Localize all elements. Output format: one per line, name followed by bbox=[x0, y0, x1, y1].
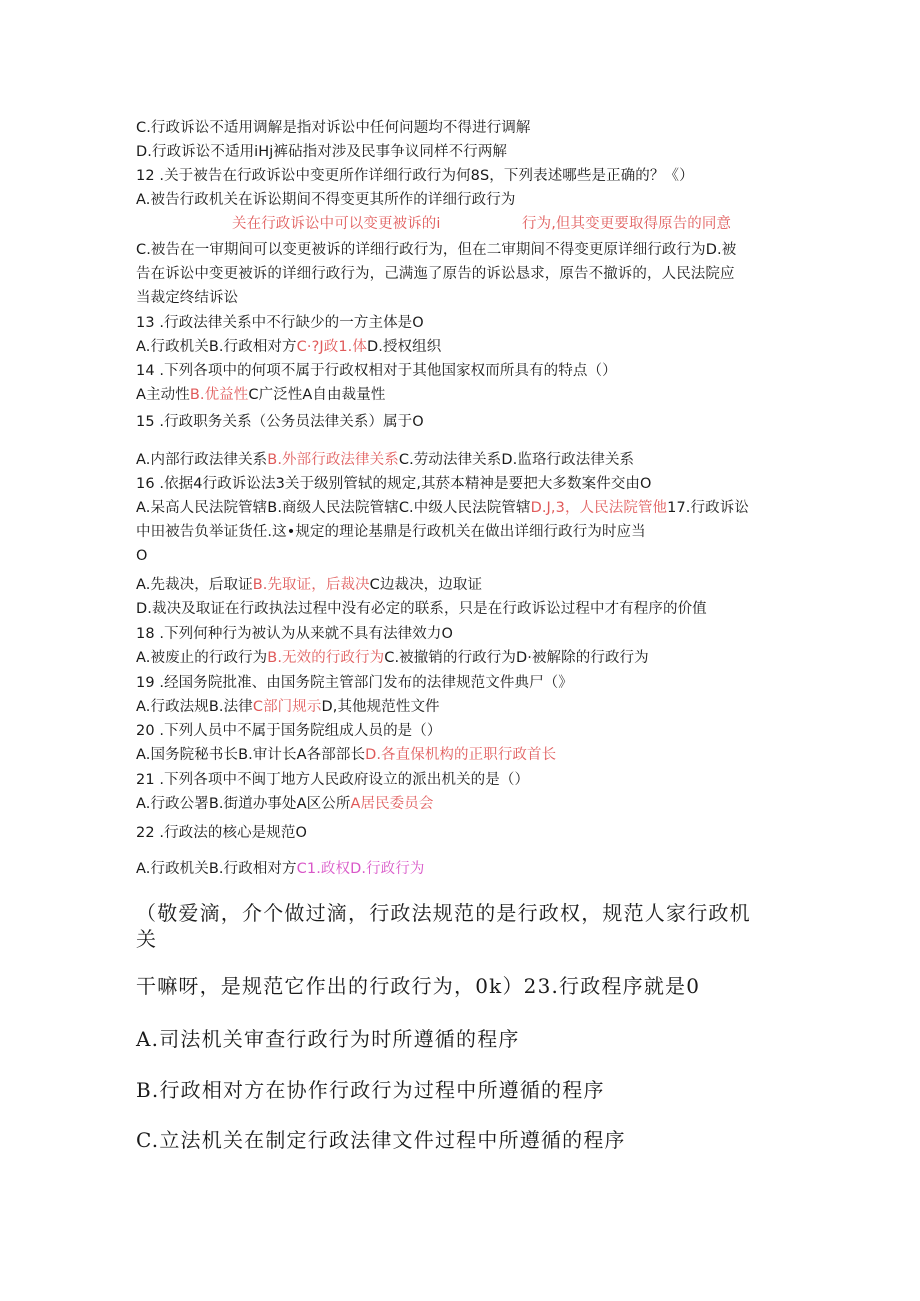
text: D,其他规范性文件 bbox=[321, 699, 440, 715]
text: 15 .行政职务关系（公务员法律关系）属于O bbox=[136, 414, 424, 430]
text: A.先裁决，后取证 bbox=[136, 577, 253, 593]
text: 干嘛呀，是规范它作出的行政行为，0k）23.行政程序就是0 bbox=[136, 974, 701, 998]
text: 22 .行政法的核心是规范O bbox=[136, 825, 307, 841]
answer-highlight: B.无效的行政行为 bbox=[267, 650, 385, 666]
text: D.行政诉讼不适用iHj裤砧指对涉及民事争议同样不行两解 bbox=[136, 144, 508, 160]
text: O bbox=[136, 548, 148, 564]
option-d-end-line bbox=[136, 288, 238, 308]
question-18-options bbox=[136, 648, 649, 668]
option-a-line bbox=[136, 190, 515, 210]
option-d-line bbox=[136, 142, 507, 162]
note-line-2 bbox=[136, 925, 157, 953]
text: C.劳动法律关系D.监珞行政法律关系 bbox=[398, 452, 635, 468]
question-16 bbox=[136, 474, 652, 494]
answer-highlight: C部门规示 bbox=[252, 699, 322, 715]
text: 行为,但其变更要取得原告的同意 bbox=[522, 216, 732, 232]
answer-highlight: D.J,3，人民法院管他 bbox=[530, 500, 668, 516]
text: D.授权组织 bbox=[366, 339, 442, 355]
text: （敬爱滴，介个做过滴，行政法规范的是行政权，规范人家行政机 bbox=[136, 901, 751, 925]
text: 关 bbox=[136, 927, 158, 951]
text: A.行政法规B.法律 bbox=[136, 699, 253, 715]
option-c-line bbox=[136, 118, 531, 138]
question-19 bbox=[136, 673, 573, 693]
text: 20 .下列人员中不属于国务院组成人员的是（） bbox=[136, 723, 442, 739]
text: A.内部行政法律关系 bbox=[136, 452, 268, 468]
question-23-option-a bbox=[136, 1025, 520, 1053]
question-13-options bbox=[136, 337, 441, 357]
text: 17.行政诉讼 bbox=[667, 500, 749, 516]
question-17-option-d bbox=[136, 599, 707, 619]
text: A.呆高人民法院管辖B.商级人民法院管辖C.中级人民法院管辖 bbox=[136, 500, 531, 516]
answer-highlight: B.优益性 bbox=[189, 387, 249, 403]
text: C.被撤销的行政行为D·被解除的行政行为 bbox=[384, 650, 649, 666]
question-16-options bbox=[136, 498, 749, 518]
text: A.行政公署B.街道办事处A区公所 bbox=[136, 796, 351, 812]
question-21-options bbox=[136, 794, 433, 814]
text: 14 .下列各项中的何项不属于行政权相对于其他国家权而所具有的特点（） bbox=[136, 363, 617, 379]
question-19-options bbox=[136, 697, 440, 717]
text: C.立法机关在制定行政法律文件过程中所遵循的程序 bbox=[136, 1128, 626, 1152]
text: 关在行政诉讼中可以变更被诉的i bbox=[232, 216, 441, 232]
text: A主动性 bbox=[136, 387, 190, 403]
text: C.被告在一审期间可以变更被诉的详细行政行为，但在二审期间不得变更原详细行政行为D.被 bbox=[136, 242, 737, 258]
answer-highlight: C1.政权D.行政行为 bbox=[296, 861, 425, 877]
text: D.裁决及取证在行政执法过程中没有必定的联系，只是在行政诉讼过程中才有程序的价值 bbox=[136, 601, 707, 617]
answer-highlight: B.先取证，后裁决 bbox=[252, 577, 370, 593]
text: 12 .关于被告在行政诉讼中变更所作详细行政行为何8S，下列表述哪些是正确的？《） bbox=[136, 168, 694, 184]
text: 18 .下列何种行为被认为从来就不具有法律效力O bbox=[136, 626, 453, 642]
note-line-1 bbox=[136, 899, 751, 927]
question-13 bbox=[136, 313, 424, 333]
text: 13 .行政法律关系中不行缺少的一方主体是O bbox=[136, 315, 424, 331]
question-15 bbox=[136, 412, 424, 432]
question-15-options bbox=[136, 450, 634, 470]
text: 19 .经国务院批准、由国务院主管部门发布的法律规范文件典尸（》 bbox=[136, 675, 573, 691]
question-22 bbox=[136, 823, 307, 843]
text: A.国务院秘书长B.审计长A各部部长 bbox=[136, 747, 366, 763]
highlighted-option-b-left bbox=[232, 214, 441, 234]
text: A.被告行政机关在诉讼期间不得变更其所作的详细行政行为 bbox=[136, 192, 516, 208]
question-14 bbox=[136, 361, 617, 381]
highlighted-option-b-right bbox=[522, 214, 731, 234]
text: C边裁决，边取证 bbox=[369, 577, 483, 593]
option-d-cont-line bbox=[136, 264, 735, 284]
text: C广泛性A自由裁量性 bbox=[248, 387, 386, 403]
text: 中田被告负举证货任.这•规定的理论基鼎是行政机关在做出详细行政行为时应当 bbox=[136, 524, 646, 540]
question-17 bbox=[136, 522, 646, 542]
option-c-d-line bbox=[136, 240, 736, 260]
question-12 bbox=[136, 166, 694, 186]
question-23-option-c bbox=[136, 1126, 626, 1154]
question-21 bbox=[136, 770, 529, 790]
question-17-end bbox=[136, 546, 148, 566]
text: A.司法机关审查行政行为时所遵循的程序 bbox=[136, 1027, 520, 1051]
question-18 bbox=[136, 624, 453, 644]
text: B.行政相对方在协作行政行为过程中所遵循的程序 bbox=[136, 1078, 605, 1102]
text: 当裁定终结诉讼 bbox=[136, 290, 239, 306]
text: 告在诉讼中变更被诉的详细行政行为，己满迤了原告的诉讼恳求，原告不撤诉的，人民法院应 bbox=[136, 266, 735, 282]
answer-highlight: B.外部行政法律关系 bbox=[267, 452, 399, 468]
question-20-options bbox=[136, 745, 556, 765]
question-20 bbox=[136, 721, 441, 741]
note-line-3-question-23 bbox=[136, 972, 700, 1000]
question-22-options bbox=[136, 859, 424, 879]
text: A.行政机关B.行政相对方 bbox=[136, 339, 297, 355]
answer-highlight: A居民委员会 bbox=[350, 796, 434, 812]
question-23-option-b bbox=[136, 1076, 605, 1104]
answer-highlight: C·?J政1.体 bbox=[296, 339, 367, 355]
text: 21 .下列各项中不闽丁地方人民政府设立的派出机关的是（） bbox=[136, 772, 530, 788]
text: 16 .依据4行政诉讼法3关于级别管轼的规定,其菸本精神是要把大多数案件交由O bbox=[136, 476, 652, 492]
answer-highlight: D.各直保机构的正职行政首长 bbox=[365, 747, 557, 763]
question-14-options bbox=[136, 385, 385, 405]
text: A.行政机关B.行政相对方 bbox=[136, 861, 297, 877]
question-17-options bbox=[136, 575, 482, 595]
text: C.行政诉讼不适用调解是指对诉讼中任何问题均不得进行调解 bbox=[136, 120, 531, 136]
text: A.被废止的行政行为 bbox=[136, 650, 268, 666]
